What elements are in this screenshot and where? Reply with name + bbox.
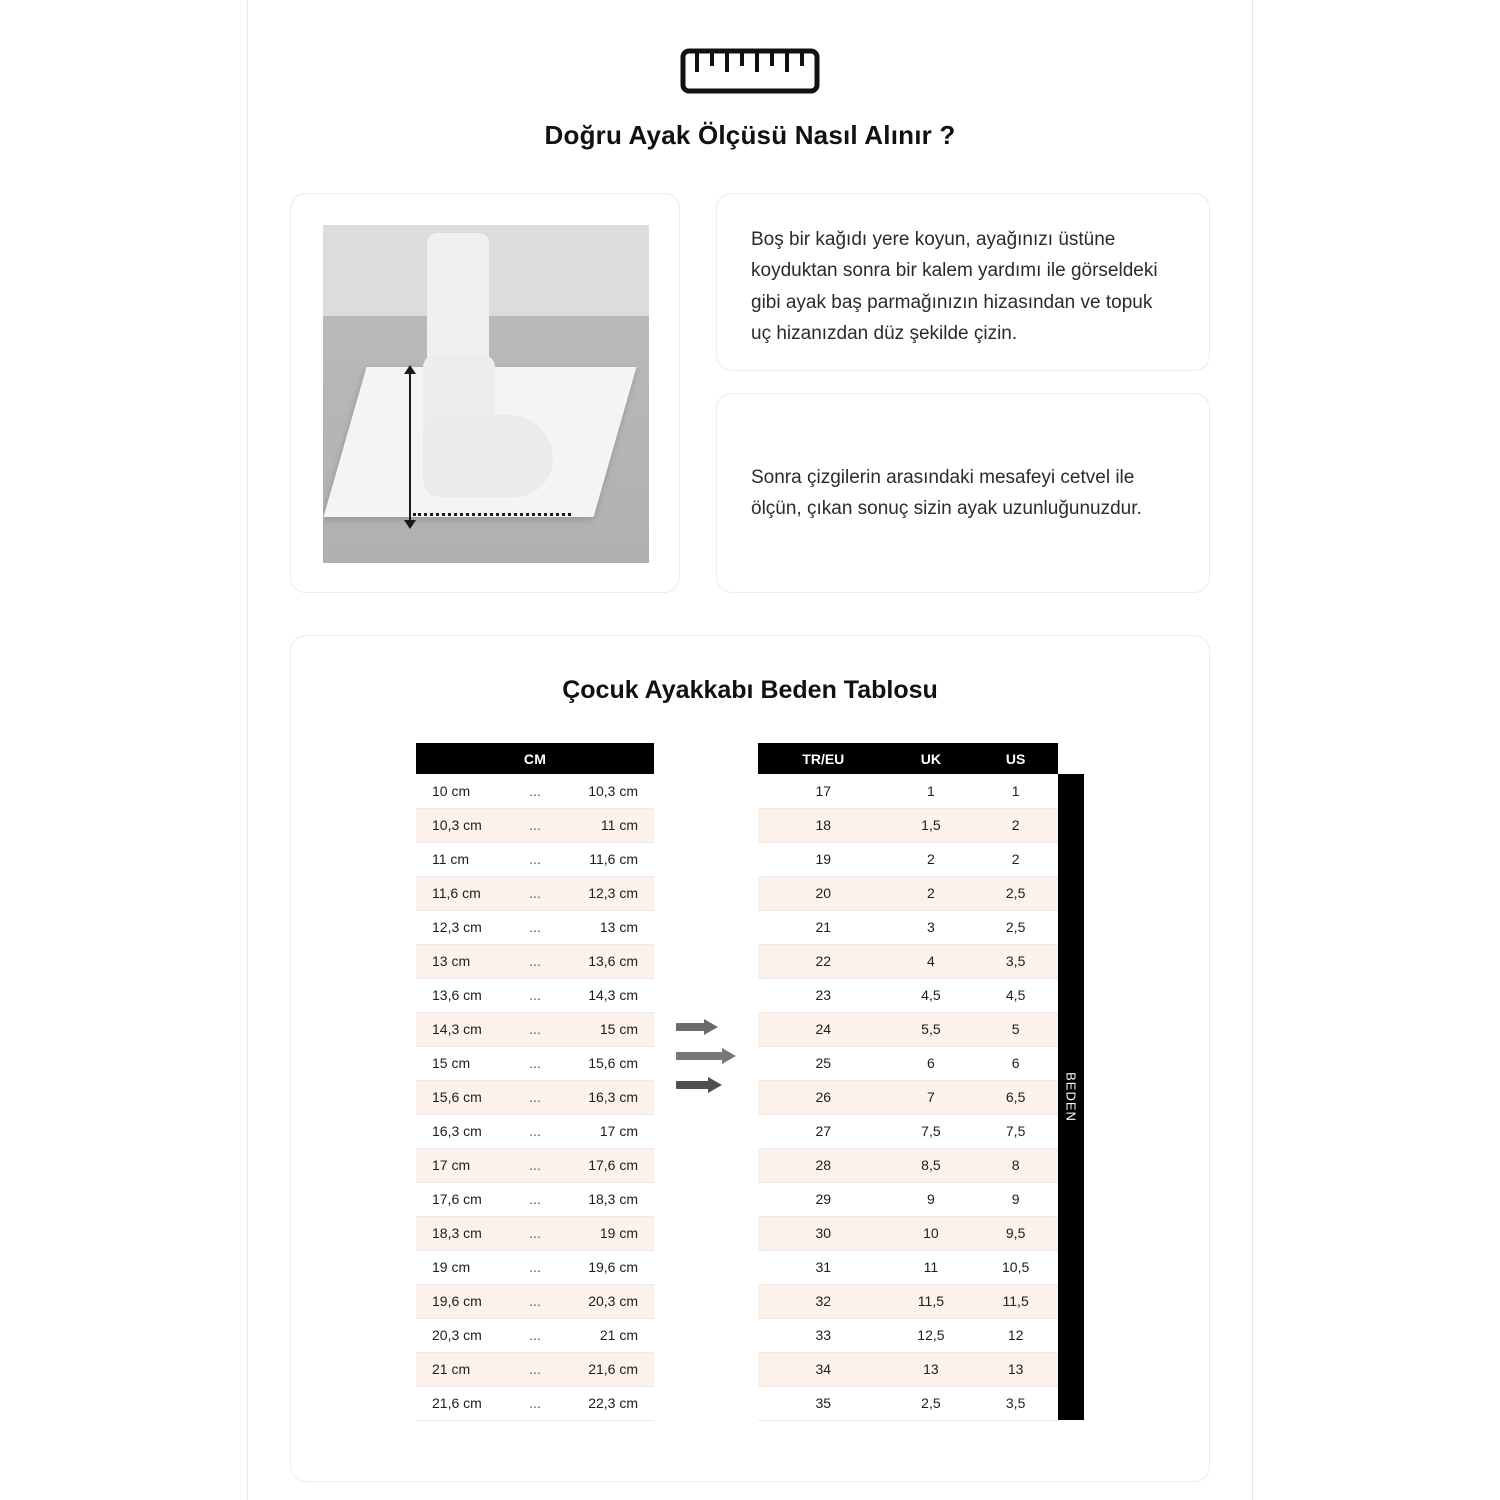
- cm-low-cell: 10,3 cm: [416, 808, 506, 842]
- cm-low-cell: 18,3 cm: [416, 1216, 506, 1250]
- table-row: [758, 1114, 1058, 1148]
- cm-low-cell: 11,6 cm: [416, 876, 506, 910]
- size-cell: 7: [889, 1080, 974, 1114]
- table-row: [416, 876, 654, 910]
- cm-separator-cell: ...: [506, 1080, 563, 1114]
- size-cell: 12,5: [889, 1318, 974, 1352]
- table-row: [416, 1386, 654, 1420]
- size-cell: 1: [889, 774, 974, 808]
- size-cell: 2: [889, 842, 974, 876]
- cm-separator-cell: ...: [506, 1148, 563, 1182]
- table-row: [758, 1012, 1058, 1046]
- size-cell: 12: [973, 1318, 1058, 1352]
- size-cell: 31: [758, 1250, 889, 1284]
- size-cell: 2,5: [973, 910, 1058, 944]
- right-divider: [1252, 0, 1253, 1500]
- table-row: [758, 944, 1058, 978]
- table-row: [416, 1080, 654, 1114]
- cm-high-cell: 21,6 cm: [564, 1352, 654, 1386]
- cm-high-cell: 19,6 cm: [564, 1250, 654, 1284]
- size-header-cell: TR/EU: [758, 743, 889, 774]
- cm-separator-cell: ...: [506, 1284, 563, 1318]
- photo-foot: [423, 415, 553, 497]
- cm-separator-cell: ...: [506, 1352, 563, 1386]
- cm-high-cell: 10,3 cm: [564, 774, 654, 808]
- table-row: [416, 1148, 654, 1182]
- cm-separator-cell: ...: [506, 1216, 563, 1250]
- table-row: [416, 1046, 654, 1080]
- table-row: [758, 910, 1058, 944]
- size-cell: 7,5: [889, 1114, 974, 1148]
- table-row: [758, 876, 1058, 910]
- size-cell: 8,5: [889, 1148, 974, 1182]
- size-cell: 1,5: [889, 808, 974, 842]
- size-cell: 3,5: [973, 944, 1058, 978]
- size-cell: 2: [973, 842, 1058, 876]
- cm-high-cell: 17 cm: [564, 1114, 654, 1148]
- table-row: [416, 1182, 654, 1216]
- size-cell: 5: [973, 1012, 1058, 1046]
- arrow-right-icon-2: [676, 1048, 736, 1063]
- table-row: [416, 910, 654, 944]
- size-cell: 3: [889, 910, 974, 944]
- size-cell: 7,5: [973, 1114, 1058, 1148]
- foot-measure-photo: [323, 225, 649, 563]
- cm-high-cell: 11,6 cm: [564, 842, 654, 876]
- size-cell: 8: [973, 1148, 1058, 1182]
- size-cell: 5,5: [889, 1012, 974, 1046]
- cm-header: CM: [416, 743, 654, 774]
- size-table: [758, 743, 1058, 1421]
- table-row: [416, 1012, 654, 1046]
- table-row: [416, 808, 654, 842]
- table-row: [416, 774, 654, 808]
- cm-high-cell: 21 cm: [564, 1318, 654, 1352]
- size-cell: 9: [973, 1182, 1058, 1216]
- instruction-text-column: [716, 193, 1210, 593]
- cm-high-cell: 17,6 cm: [564, 1148, 654, 1182]
- table-row: [416, 1216, 654, 1250]
- cm-low-cell: 13 cm: [416, 944, 506, 978]
- cm-low-cell: 13,6 cm: [416, 978, 506, 1012]
- measure-arrow-icon: [409, 373, 411, 521]
- size-header-cell: UK: [889, 743, 974, 774]
- size-chart-title: Çocuk Ayakkabı Beden Tablosu: [562, 676, 938, 704]
- arrows-group: [654, 743, 758, 1092]
- size-cell: 30: [758, 1216, 889, 1250]
- table-row: [758, 1284, 1058, 1318]
- table-row: [416, 1318, 654, 1352]
- table-row: [758, 978, 1058, 1012]
- cm-separator-cell: ...: [506, 910, 563, 944]
- size-header-cell: US: [973, 743, 1058, 774]
- size-cell: 2,5: [973, 876, 1058, 910]
- cm-separator-cell: ...: [506, 1386, 563, 1420]
- size-cell: 11,5: [889, 1284, 974, 1318]
- cm-separator-cell: ...: [506, 1046, 563, 1080]
- size-cell: 21: [758, 910, 889, 944]
- size-cell: 34: [758, 1352, 889, 1386]
- cm-low-cell: 14,3 cm: [416, 1012, 506, 1046]
- cm-high-cell: 15,6 cm: [564, 1046, 654, 1080]
- cm-separator-cell: ...: [506, 1182, 563, 1216]
- size-cell: 11: [889, 1250, 974, 1284]
- table-row: [416, 1114, 654, 1148]
- size-cell: 4,5: [889, 978, 974, 1012]
- size-cell: 10,5: [973, 1250, 1058, 1284]
- cm-high-cell: 12,3 cm: [564, 876, 654, 910]
- ruler-icon: [680, 48, 820, 94]
- photo-card: [290, 193, 680, 593]
- size-cell: 23: [758, 978, 889, 1012]
- cm-high-cell: 22,3 cm: [564, 1386, 654, 1420]
- cm-low-cell: 10 cm: [416, 774, 506, 808]
- table-row: [758, 1216, 1058, 1250]
- size-cell: 9: [889, 1182, 974, 1216]
- cm-low-cell: 17 cm: [416, 1148, 506, 1182]
- cm-high-cell: 20,3 cm: [564, 1284, 654, 1318]
- size-cell: 13: [973, 1352, 1058, 1386]
- cm-separator-cell: ...: [506, 876, 563, 910]
- table-row: [758, 1046, 1058, 1080]
- cm-high-cell: 16,3 cm: [564, 1080, 654, 1114]
- table-row: [416, 1352, 654, 1386]
- cm-low-cell: 15,6 cm: [416, 1080, 506, 1114]
- cm-low-cell: 21,6 cm: [416, 1386, 506, 1420]
- size-cell: 26: [758, 1080, 889, 1114]
- measure-dotted-line: [413, 513, 571, 516]
- table-row: [758, 1080, 1058, 1114]
- content-column: [248, 0, 1252, 1500]
- cm-low-cell: 21 cm: [416, 1352, 506, 1386]
- cm-high-cell: 15 cm: [564, 1012, 654, 1046]
- cm-separator-cell: ...: [506, 774, 563, 808]
- cm-high-cell: 13,6 cm: [564, 944, 654, 978]
- cm-low-cell: 19 cm: [416, 1250, 506, 1284]
- table-row: [758, 774, 1058, 808]
- beden-sidebar: [1058, 774, 1084, 1420]
- cm-high-cell: 13 cm: [564, 910, 654, 944]
- size-cell: 3,5: [973, 1386, 1058, 1420]
- size-cell: 29: [758, 1182, 889, 1216]
- size-chart-card: [290, 635, 1210, 1482]
- size-cell: 33: [758, 1318, 889, 1352]
- cm-table-header-row: [416, 743, 654, 774]
- size-cell: 4: [889, 944, 974, 978]
- size-cell: 13: [889, 1352, 974, 1386]
- size-cell: 17: [758, 774, 889, 808]
- table-row: [416, 944, 654, 978]
- cm-low-cell: 11 cm: [416, 842, 506, 876]
- size-table-header-row: [758, 743, 1058, 774]
- size-cell: 4,5: [973, 978, 1058, 1012]
- cm-separator-cell: ...: [506, 978, 563, 1012]
- size-cell: 35: [758, 1386, 889, 1420]
- cm-table: [416, 743, 654, 1421]
- size-cell: 18: [758, 808, 889, 842]
- size-cell: 22: [758, 944, 889, 978]
- tables-row: [321, 743, 1179, 1421]
- cm-low-cell: 15 cm: [416, 1046, 506, 1080]
- table-row: [758, 808, 1058, 842]
- instruction-card-1: Boş bir kağıdı yere koyun, ayağınızı üstüne koyduktan sonra bir kalem yardımı ile görseldeki gibi ayak baş parmağınızın hizasından ve topuk uç hizanızdan düz şekilde çizin.: [716, 193, 1210, 371]
- table-row: [758, 1182, 1058, 1216]
- cm-separator-cell: ...: [506, 944, 563, 978]
- cm-separator-cell: ...: [506, 1012, 563, 1046]
- cm-separator-cell: ...: [506, 842, 563, 876]
- instructions-row: [290, 193, 1210, 593]
- table-row: [758, 842, 1058, 876]
- table-row: [758, 1318, 1058, 1352]
- cm-low-cell: 12,3 cm: [416, 910, 506, 944]
- size-cell: 28: [758, 1148, 889, 1182]
- cm-separator-cell: ...: [506, 808, 563, 842]
- cm-low-cell: 19,6 cm: [416, 1284, 506, 1318]
- instruction-card-2: Sonra çizgilerin arasındaki mesafeyi cetvel ile ölçün, çıkan sonuç sizin ayak uzunluğunuzdur.: [716, 393, 1210, 593]
- cm-separator-cell: ...: [506, 1318, 563, 1352]
- cm-high-cell: 14,3 cm: [564, 978, 654, 1012]
- table-row: [416, 842, 654, 876]
- beden-label: BEDEN: [1063, 1072, 1079, 1122]
- arrow-right-icon-3: [676, 1077, 736, 1092]
- size-cell: 2,5: [889, 1386, 974, 1420]
- cm-high-cell: 11 cm: [564, 808, 654, 842]
- table-row: [416, 978, 654, 1012]
- cm-low-cell: 20,3 cm: [416, 1318, 506, 1352]
- size-cell: 6,5: [973, 1080, 1058, 1114]
- size-cell: 11,5: [973, 1284, 1058, 1318]
- table-row: [758, 1250, 1058, 1284]
- table-row: [416, 1250, 654, 1284]
- table-row: [758, 1386, 1058, 1420]
- size-cell: 27: [758, 1114, 889, 1148]
- cm-high-cell: 19 cm: [564, 1216, 654, 1250]
- table-row: [758, 1352, 1058, 1386]
- size-cell: 20: [758, 876, 889, 910]
- arrow-right-icon-1: [676, 1019, 736, 1034]
- size-cell: 6: [973, 1046, 1058, 1080]
- size-cell: 1: [973, 774, 1058, 808]
- table-row: [416, 1284, 654, 1318]
- size-cell: 19: [758, 842, 889, 876]
- cm-separator-cell: ...: [506, 1114, 563, 1148]
- cm-high-cell: 18,3 cm: [564, 1182, 654, 1216]
- size-cell: 25: [758, 1046, 889, 1080]
- size-cell: 2: [889, 876, 974, 910]
- cm-separator-cell: ...: [506, 1250, 563, 1284]
- table-row: [758, 1148, 1058, 1182]
- size-cell: 9,5: [973, 1216, 1058, 1250]
- cm-low-cell: 16,3 cm: [416, 1114, 506, 1148]
- cm-low-cell: 17,6 cm: [416, 1182, 506, 1216]
- size-cell: 24: [758, 1012, 889, 1046]
- size-cell: 2: [973, 808, 1058, 842]
- size-cell: 32: [758, 1284, 889, 1318]
- size-cell: 6: [889, 1046, 974, 1080]
- ruler-icon-container: [248, 0, 1252, 94]
- size-cell: 10: [889, 1216, 974, 1250]
- page-title: Doğru Ayak Ölçüsü Nasıl Alınır ?: [544, 120, 956, 150]
